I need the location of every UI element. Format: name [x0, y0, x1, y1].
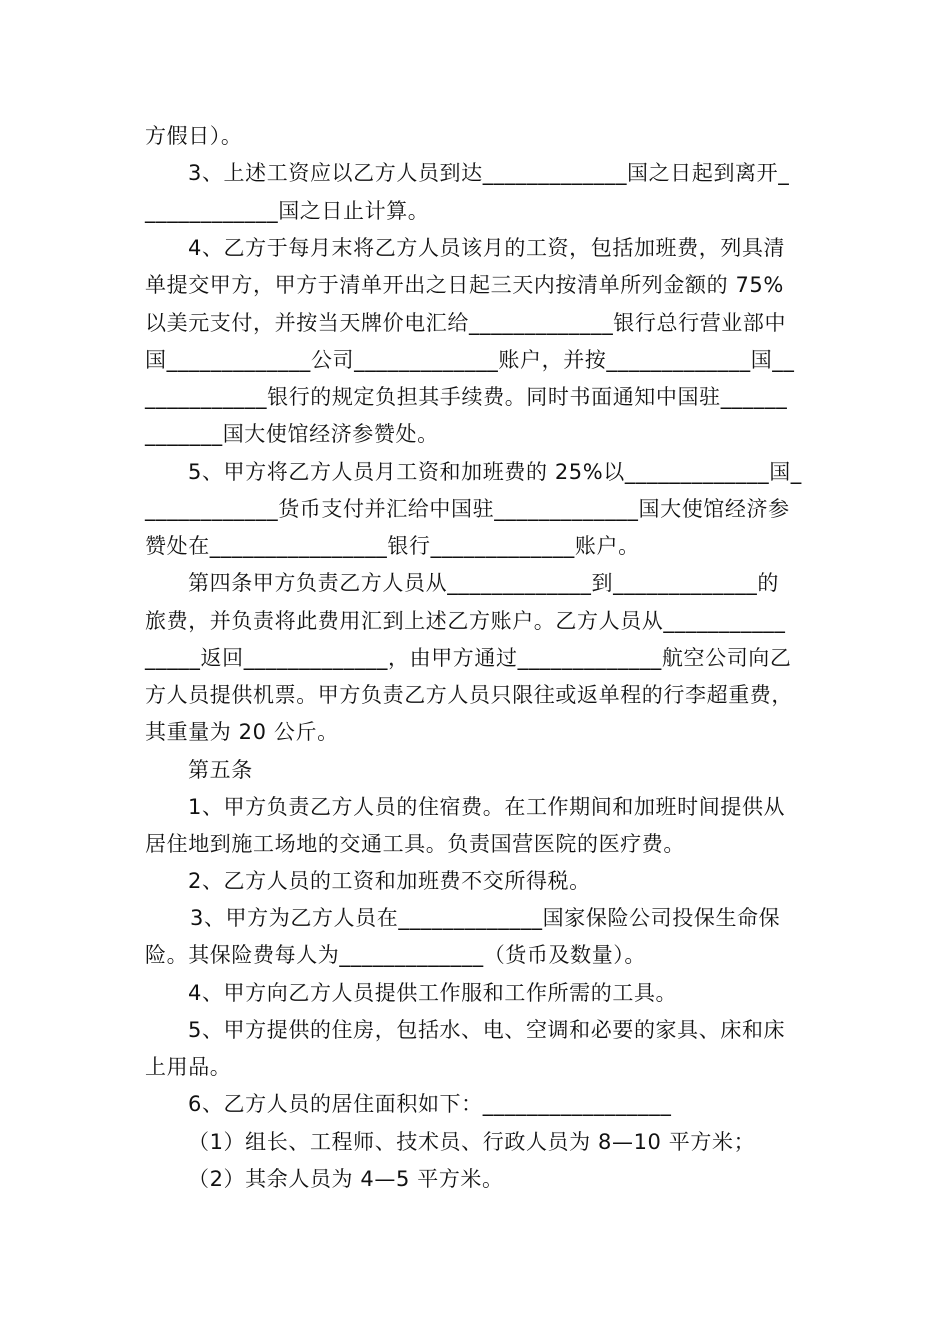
text-line: 上用品。 [145, 1055, 232, 1079]
text-line: 3、甲方为乙方人员在_____________国家保险公司投保生命保 [190, 906, 781, 930]
text-line: 居住地到施工场地的交通工具。负责国营医院的医疗费。 [145, 832, 685, 856]
text-line: 旅费，并负责将此费用汇到上述乙方账户。乙方人员从___________ [145, 609, 786, 633]
text-line: 3、上述工资应以乙方人员到达_____________国之日起到离开_ [188, 161, 790, 185]
text-line: _______国大使馆经济参赞处。 [145, 422, 439, 446]
text-line: 5、甲方将乙方人员月工资和加班费的 25%以_____________国_ [188, 460, 802, 484]
text-line: 以美元支付，并按当天牌价电汇给_____________银行总行营业部中 [145, 311, 787, 335]
section-heading: 第五条 [188, 758, 253, 782]
text-line: （2）其余人员为 4—5 平方米。 [188, 1167, 504, 1191]
text-line: 4、甲方向乙方人员提供工作服和工作所需的工具。 [188, 981, 678, 1005]
text-line: ____________货币支付并汇给中国驻_____________国大使馆经济参 [145, 497, 790, 521]
text-line: 6、乙方人员的居住面积如下：_________________ [188, 1092, 672, 1116]
text-line: ___________银行的规定负担其手续费。同时书面通知中国驻______ [145, 385, 788, 409]
text-line: 方人员提供机票。甲方负责乙方人员只限往或返单程的行李超重费， [145, 683, 793, 707]
text-line: ____________国之日止计算。 [145, 199, 430, 223]
text-line: 1、甲方负责乙方人员的住宿费。在工作期间和加班时间提供从 [188, 795, 786, 819]
text-line: 5、甲方提供的住房，包括水、电、空调和必要的家具、床和床 [188, 1018, 786, 1042]
text-line: 2、乙方人员的工资和加班费不交所得税。 [188, 869, 591, 893]
text-line: 国_____________公司_____________账户，并按_____________国__ [145, 348, 795, 372]
text-line: 方假日）。 [145, 124, 243, 148]
text-line: _____返回_____________，由甲方通过_____________航空公司向乙 [145, 646, 792, 670]
text-line: 其重量为 20 公斤。 [145, 720, 339, 744]
text-line: 险。其保险费每人为_____________（货币及数量）。 [145, 943, 646, 967]
text-line: 4、乙方于每月末将乙方人员该月的工资，包括加班费，列具清 [188, 236, 786, 260]
text-line: 赞处在________________银行_____________账户。 [145, 534, 640, 558]
text-line: 单提交甲方，甲方于清单开出之日起三天内按清单所列金额的 75% [145, 273, 784, 297]
text-line: （1）组长、工程师、技术员、行政人员为 8—10 平方米； [188, 1130, 756, 1154]
text-line: 第四条甲方负责乙方人员从_____________到_____________的 [188, 571, 779, 595]
